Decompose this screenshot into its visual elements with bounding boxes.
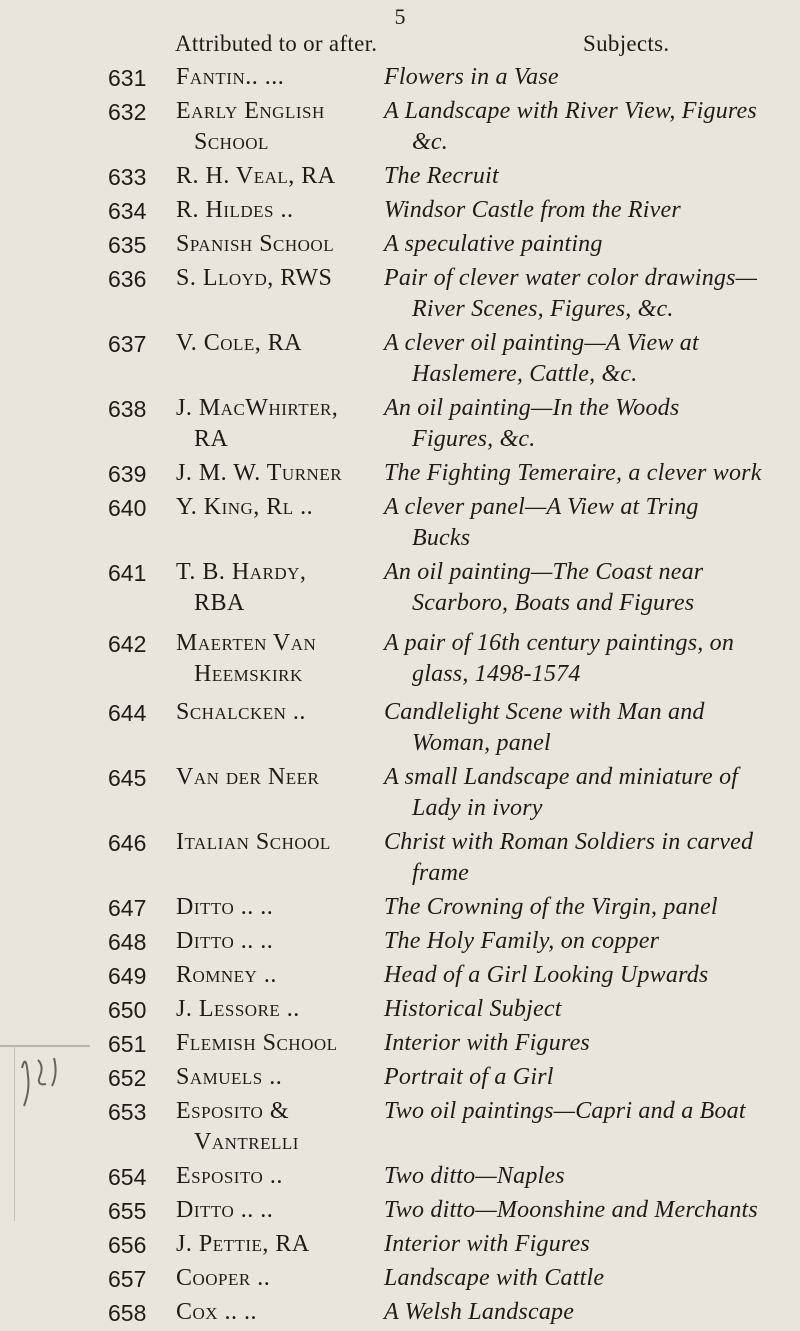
subject-line: Head of a Girl Looking Upwards <box>384 962 709 988</box>
catalogue-entry <box>0 96 800 161</box>
lot-number: 641 <box>108 560 147 586</box>
catalogue-entry <box>0 762 800 827</box>
catalogue-entry <box>0 1195 800 1229</box>
catalogue-entries <box>0 62 800 1331</box>
lot-number: 656 <box>108 1232 147 1258</box>
catalogue-entry <box>0 328 800 393</box>
lot-number: 640 <box>108 495 147 521</box>
subject-description <box>384 393 784 455</box>
artist-line: T. B. Hardy, <box>176 559 307 585</box>
subject-description <box>384 1161 784 1192</box>
artist-attribution <box>176 1096 381 1158</box>
subject-line: Candlelight Scene with Man and <box>384 699 705 725</box>
artist-line: Fantin.. ... <box>176 64 285 90</box>
subject-description <box>384 492 784 554</box>
lot-number: 632 <box>108 99 147 125</box>
subject-line: Scarboro, Boats and Figures <box>412 590 695 616</box>
subject-line: The Recruit <box>384 163 499 189</box>
catalogue-entry <box>0 492 800 557</box>
artist-attribution <box>176 960 381 991</box>
artist-line: Y. King, Rl .. <box>176 494 314 520</box>
subject-line: A speculative painting <box>384 231 603 257</box>
artist-line: Vantrelli <box>194 1129 299 1155</box>
catalogue-entry <box>0 994 800 1028</box>
artist-attribution <box>176 1263 381 1294</box>
lot-number: 646 <box>108 830 147 856</box>
subject-line: Lady in ivory <box>412 795 543 821</box>
catalogue-entry <box>0 557 800 628</box>
artist-line: RA <box>194 426 229 452</box>
subject-description <box>384 62 784 93</box>
artist-line: Romney .. <box>176 962 277 988</box>
subject-description <box>384 994 784 1025</box>
subject-description <box>384 195 784 226</box>
subject-line: Historical Subject <box>384 996 562 1022</box>
lot-number: 633 <box>108 164 147 190</box>
artist-line: Italian School <box>176 829 331 855</box>
artist-line: R. Hildes .. <box>176 197 294 223</box>
subject-line: Portrait of a Girl <box>384 1064 554 1090</box>
lot-number: 635 <box>108 232 147 258</box>
artist-line: Cox .. .. <box>176 1299 258 1325</box>
lot-number: 644 <box>108 700 147 726</box>
subject-line: Pair of clever water color drawings— <box>384 265 758 291</box>
catalogue-entry <box>0 195 800 229</box>
catalogue-entry <box>0 827 800 892</box>
artist-attribution <box>176 1028 381 1059</box>
artist-line: J. M. W. Turner <box>176 460 343 486</box>
artist-line: Van der Neer <box>176 764 320 790</box>
subject-line: An oil painting—The Coast near <box>384 559 704 585</box>
catalogue-entry <box>0 1229 800 1263</box>
artist-attribution <box>176 1195 381 1226</box>
catalogue-entry <box>0 892 800 926</box>
artist-attribution <box>176 1297 381 1328</box>
artist-attribution <box>176 762 381 793</box>
subject-description <box>384 96 784 158</box>
subject-line: An oil painting—In the Woods <box>384 395 680 421</box>
subject-description <box>384 328 784 390</box>
catalogue-entry <box>0 1161 800 1195</box>
subject-description <box>384 892 784 923</box>
catalogue-entry <box>0 1028 800 1062</box>
catalogue-entry <box>0 161 800 195</box>
subject-description <box>384 827 784 889</box>
catalogue-entry <box>0 229 800 263</box>
catalogue-entry <box>0 697 800 762</box>
subject-line: Interior with Figures <box>384 1231 590 1257</box>
subject-description <box>384 960 784 991</box>
artist-attribution <box>176 1161 381 1192</box>
subject-line: Windsor Castle from the River <box>384 197 681 223</box>
catalogue-entry <box>0 263 800 328</box>
subject-line: Two oil paintings—Capri and a Boat <box>384 1098 746 1124</box>
artist-line: RBA <box>194 590 245 616</box>
lot-number: 650 <box>108 997 147 1023</box>
subject-description <box>384 1028 784 1059</box>
artist-attribution <box>176 492 381 523</box>
artist-line: Esposito .. <box>176 1163 283 1189</box>
subject-line: A pair of 16th century paintings, on <box>384 630 735 656</box>
subject-line: Two ditto—Moonshine and Merchants <box>384 1197 758 1223</box>
artist-line: Early English <box>176 98 325 124</box>
artist-line: Heemskirk <box>194 661 303 687</box>
subject-line: Christ with Roman Soldiers in carved <box>384 829 754 855</box>
attributed-column-header: Attributed to or after. <box>175 31 378 56</box>
catalogue-entry <box>0 628 800 697</box>
artist-line: Cooper .. <box>176 1265 271 1291</box>
lot-number: 636 <box>108 266 147 292</box>
subject-line: Woman, panel <box>412 730 551 756</box>
artist-attribution <box>176 96 381 158</box>
lot-number: 642 <box>108 631 147 657</box>
catalogue-entry <box>0 393 800 458</box>
artist-line: J. MacWhirter, <box>176 395 339 421</box>
subject-description <box>384 1263 784 1294</box>
subject-line: A clever panel—A View at Tring <box>384 494 699 520</box>
subject-line: Figures, &c. <box>412 426 536 452</box>
artist-line: Esposito & <box>176 1098 289 1124</box>
artist-line: Maerten Van <box>176 630 317 656</box>
subject-line: A small Landscape and miniature of <box>384 764 739 790</box>
artist-line: V. Cole, RA <box>176 330 303 356</box>
catalogue-entry <box>0 1062 800 1096</box>
subject-line: A clever oil painting—A View at <box>384 330 699 356</box>
subject-description <box>384 458 784 489</box>
subject-line: A Welsh Landscape <box>384 1299 575 1325</box>
artist-line: Samuels .. <box>176 1064 283 1090</box>
subjects-column-header: Subjects. <box>583 31 670 56</box>
subject-line: The Crowning of the Virgin, panel <box>384 894 718 920</box>
artist-attribution <box>176 393 381 455</box>
lot-number: 657 <box>108 1266 147 1292</box>
subject-description <box>384 557 784 619</box>
artist-attribution <box>176 628 381 690</box>
artist-attribution <box>176 328 381 359</box>
lot-number: 638 <box>108 396 147 422</box>
subject-line: &c. <box>412 129 448 155</box>
artist-attribution <box>176 458 381 489</box>
catalogue-entry <box>0 458 800 492</box>
lot-number: 631 <box>108 65 147 91</box>
subject-line: glass, 1498-1574 <box>412 661 581 687</box>
artist-attribution <box>176 62 381 93</box>
subject-description <box>384 1096 784 1127</box>
subject-description <box>384 229 784 260</box>
page-number: 5 <box>394 4 406 29</box>
artist-attribution <box>176 697 381 728</box>
artist-attribution <box>176 161 381 192</box>
artist-line: J. Pettie, RA <box>176 1231 310 1257</box>
lot-number: 655 <box>108 1198 147 1224</box>
artist-line: Ditto .. .. <box>176 894 274 920</box>
artist-line: J. Lessore .. <box>176 996 300 1022</box>
subject-line: Landscape with Cattle <box>384 1265 605 1291</box>
lot-number: 639 <box>108 461 147 487</box>
subject-line: River Scenes, Figures, &c. <box>412 296 674 322</box>
subject-line: A Landscape with River View, Figures <box>384 98 757 124</box>
subject-line: The Fighting Temeraire, a clever work <box>384 460 762 486</box>
lot-number: 649 <box>108 963 147 989</box>
artist-line: Ditto .. .. <box>176 928 274 954</box>
subject-description <box>384 1062 784 1093</box>
artist-attribution <box>176 994 381 1025</box>
artist-attribution <box>176 1062 381 1093</box>
lot-number: 648 <box>108 929 147 955</box>
lot-number: 653 <box>108 1099 147 1125</box>
subject-line: Haslemere, Cattle, &c. <box>412 361 638 387</box>
catalogue-entry <box>0 1096 800 1161</box>
lot-number: 647 <box>108 895 147 921</box>
subject-line: frame <box>412 860 469 886</box>
subject-description <box>384 697 784 759</box>
artist-attribution <box>176 229 381 260</box>
catalogue-entry <box>0 960 800 994</box>
artist-line: Schalcken .. <box>176 699 306 725</box>
lot-number: 634 <box>108 198 147 224</box>
subject-description <box>384 628 784 690</box>
subject-line: The Holy Family, on copper <box>384 928 660 954</box>
subject-description <box>384 161 784 192</box>
artist-attribution <box>176 195 381 226</box>
subject-line: Flowers in a Vase <box>384 64 559 90</box>
lot-number: 651 <box>108 1031 147 1057</box>
lot-number: 654 <box>108 1164 147 1190</box>
subject-description <box>384 1229 784 1260</box>
subject-line: Interior with Figures <box>384 1030 590 1056</box>
catalogue-entry <box>0 1297 800 1331</box>
lot-number: 652 <box>108 1065 147 1091</box>
artist-line: School <box>194 129 269 155</box>
artist-attribution <box>176 1229 381 1260</box>
catalogue-entry <box>0 1263 800 1297</box>
subject-description <box>384 1195 784 1226</box>
lot-number: 645 <box>108 765 147 791</box>
artist-attribution <box>176 926 381 957</box>
artist-line: R. H. Veal, RA <box>176 163 336 189</box>
artist-line: Ditto .. .. <box>176 1197 274 1223</box>
subject-description <box>384 1297 784 1328</box>
artist-attribution <box>176 892 381 923</box>
catalogue-entry <box>0 62 800 96</box>
subject-description <box>384 926 784 957</box>
artist-attribution <box>176 827 381 858</box>
artist-line: Flemish School <box>176 1030 338 1056</box>
subject-description <box>384 762 784 824</box>
artist-attribution <box>176 263 381 294</box>
subject-line: Two ditto—Naples <box>384 1163 565 1189</box>
lot-number: 637 <box>108 331 147 357</box>
margin-handwriting <box>14 1046 74 1126</box>
artist-line: Spanish School <box>176 231 335 257</box>
subject-description <box>384 263 784 325</box>
lot-number: 658 <box>108 1300 147 1326</box>
artist-attribution <box>176 557 381 619</box>
artist-line: S. Lloyd, RWS <box>176 265 333 291</box>
subject-line: Bucks <box>412 525 471 551</box>
catalogue-entry <box>0 926 800 960</box>
